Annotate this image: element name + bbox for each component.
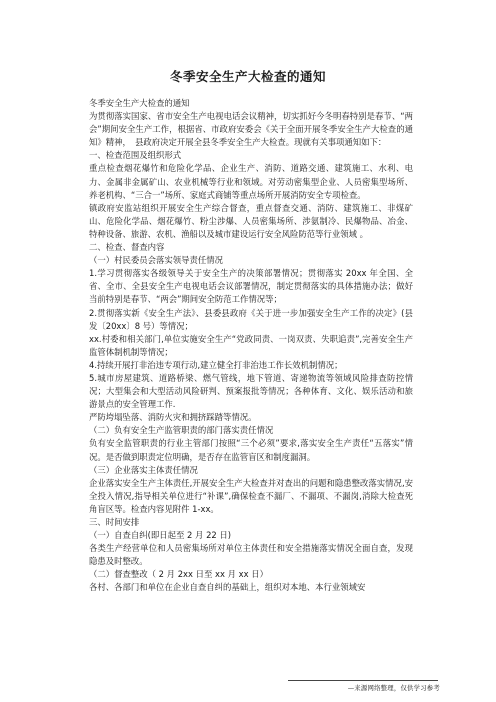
section-heading-2: 二、检查、督查内容 — [89, 242, 165, 253]
time-subheading-1: （一）自查自纠(即日起至 2 月 22 日) — [89, 530, 232, 541]
section-heading-3: 三、时间安排 — [89, 517, 140, 527]
item-3: xx.村委和相关部门,单位实施安全生产“党政同责、一岗双责、失职追责”,完善安全生产监管体制机制等情况； — [89, 333, 413, 357]
subheading-1: （一）村民委员会落实领导责任情况 — [89, 255, 223, 266]
item-4: 4.持续开展打非治违专项行动,建立健全打非治违工作长效机制情况； — [89, 359, 343, 370]
scope-paragraph: 重点检查烟花爆竹和危险化学品、企业生产、消防、道路交通、建筑施工、水利、电力、金属非金属矿山、农业机械等行业和领域。对劳动密集型企业、人员密集型场所、养老机构、“三合一”场所、家庭式商铺等重点场所开展消防安全专项检查。 — [89, 163, 413, 200]
department-paragraph: 负有安全监管职责的行业主管部门按照“三个必须”要求,落实安全生产责任“五落实”情况。是否做到职责定位明确，是否存在监管盲区和制度漏洞。 — [89, 438, 413, 462]
time-subheading-2: （二）督查整改（ 2 月 2xx 日至 xx 月 xx 日） — [89, 569, 268, 580]
item-5-continued: 严防垮塌坠落、消防火灾和拥挤踩踏等情况。 — [89, 412, 257, 423]
intro-paragraph: 为贯彻落实国家、省市安全生产电视电话会议精神，切实抓好今冬明春特别是春节、“两会”期间安全生产工作，根据省、市政府安委会《关于全面开展冬季安全生产大检查的通知》精神， 县政府决定开展全县冬季安全生产大检查。现就有关事项通知如下： — [89, 111, 413, 148]
section-heading-1: 一、检查范围及组织形式 — [89, 150, 182, 161]
item-5: 5.城市房屋建筑、道路桥梁、燃气管线，地下管道、寄递物流等领域风险排查防控情况；大型集会和大型活动风险研判、预案报批等情况；各种体育、文化、娱乐活动和旅游景点的安全管理工作. — [89, 372, 413, 410]
document-title: 冬季安全生产大检查的通知 — [169, 69, 326, 84]
rectification-paragraph: 各村、各部门和单位在企业自查自纠的基础上，组织对本地、本行业领域安 — [89, 582, 366, 593]
subheading-2: （二）负有安全生产监管职责的部门落实责任情况 — [89, 425, 274, 436]
item-2: 2.贯彻落实新《安全生产法》、县委县政府《关于进一步加强安全生产工作的决定》(县发〔20xx〕8 号）等情况； — [89, 307, 413, 331]
item-1: 1.学习贯彻落实各级领导关于安全生产的决策部署情况；贯彻落实 20xx 年全国、全省、全市、全县安全生产电视电话会议部署情况，制定贯彻落实的具体措施办法；做好当前特别是春节、“两会”期间安全防范工作情况等； — [89, 268, 413, 305]
enterprise-paragraph: 企业落实安全生产主体责任,开展安全生产大检查并对查出的问题和隐患整改落实情况,安全投入情况,指导相关单位进行“补课”,确保检查不漏厂、不漏项、不漏岗,消除大检查死角盲区等。检查内容见附件 1-xx。 — [89, 477, 413, 514]
document-body — [89, 97, 413, 595]
heading-repeat: 冬季安全生产大检查的通知 — [89, 98, 190, 108]
supervision-paragraph: 镇政府安监站组织开展安全生产综合督查，重点督查交通、消防、建筑施工、非煤矿山、危险化学品、烟花爆竹、粉尘涉爆、人员密集场所、涉氨制冷、民爆物品、冶金、特种设备、旅游、农机、渔船以及城市建设运行安全风险防范等行业领域 。 — [89, 202, 413, 239]
self-check-paragraph: 各类生产经营单位和人员密集场所对单位主体责任和安全措施落实情况全面自查，发现隐患及时整改。 — [89, 543, 413, 567]
subheading-3: （三）企业落实主体责任情况 — [89, 464, 198, 475]
footer-note: —来源网络整理，仅供学习参考 — [347, 684, 440, 692]
footer-divider — [288, 680, 438, 681]
